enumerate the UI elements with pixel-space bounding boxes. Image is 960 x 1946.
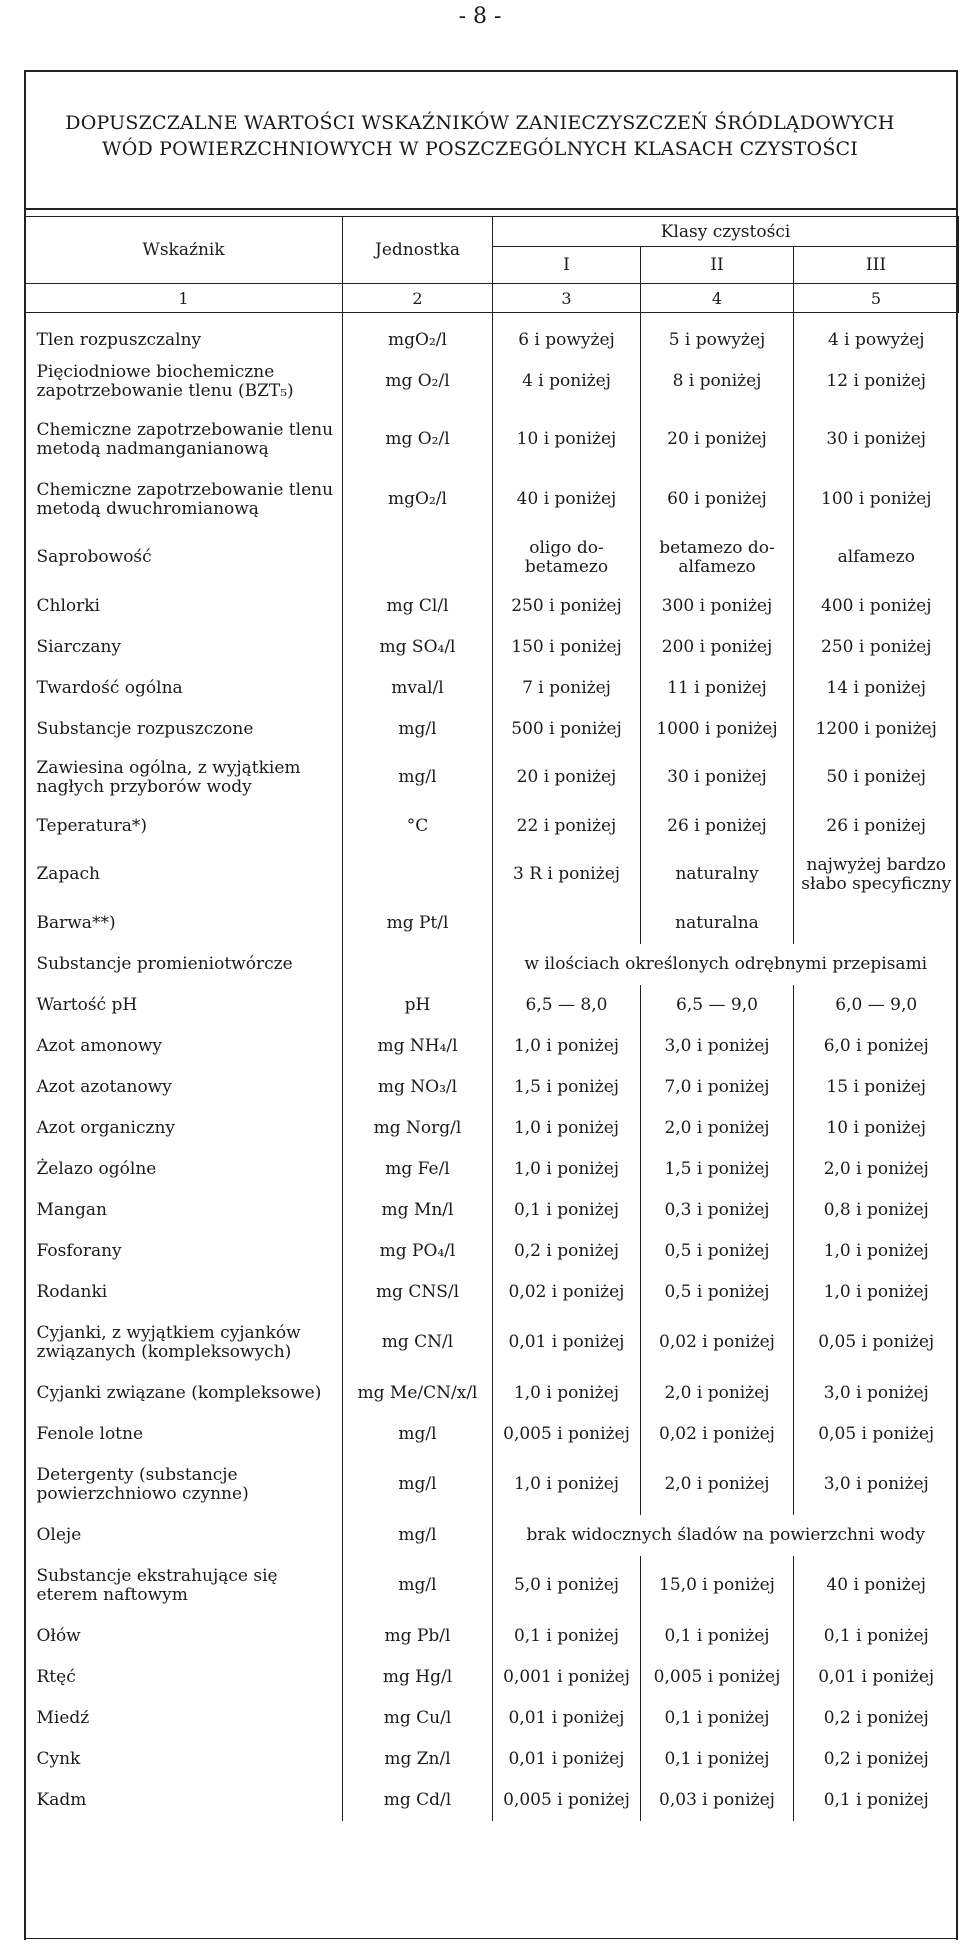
row-class-1: 250 i poniżej (493, 586, 641, 627)
row-class-3: 1,0 i poniżej (794, 1272, 959, 1313)
row-class-2: 5 i powyżej (641, 313, 794, 354)
table-row (25, 985, 959, 1026)
row-class-1: 0,001 i poniżej (493, 1657, 641, 1698)
row-class-3: 0,8 i poniżej (794, 1190, 959, 1231)
row-class-1: 4 i poniżej (493, 354, 641, 410)
row-class-3: 6,0 i poniżej (794, 1026, 959, 1067)
row-unit: mg Pt/l (343, 903, 493, 944)
row-class-3: 14 i poniżej (794, 668, 959, 709)
row-class-2: 200 i poniżej (641, 627, 794, 668)
row-class-3: 400 i poniżej (794, 586, 959, 627)
row-class-3: 0,1 i poniżej (794, 1780, 959, 1821)
row-class-3: 3,0 i poniżej (794, 1455, 959, 1515)
row-unit (343, 847, 493, 903)
row-class-2: 2,0 i poniżej (641, 1373, 794, 1414)
table-row (25, 1739, 959, 1780)
row-class-1: 1,0 i poniżej (493, 1455, 641, 1515)
column-number-5: 5 (794, 284, 959, 313)
row-class-2: 30 i poniżej (641, 750, 794, 806)
table-row (25, 1026, 959, 1067)
table-row (25, 1455, 959, 1515)
row-class-1: 1,0 i poniżej (493, 1149, 641, 1190)
row-indicator: Azot organiczny (36, 1117, 175, 1138)
column-header-klasy: Klasy czystości (493, 217, 959, 247)
row-class-3: 6,0 — 9,0 (794, 985, 959, 1026)
table-row (25, 944, 959, 985)
row-class-3: 4 i powyżej (794, 313, 959, 354)
table-row (25, 627, 959, 668)
row-class-2: 0,03 i poniżej (641, 1780, 794, 1821)
row-class-1: 10 i poniżej (493, 410, 641, 470)
row-indicator: Fosforany (36, 1240, 122, 1261)
column-header-jednostka: Jednostka (343, 217, 493, 284)
row-class-3: 15 i poniżej (794, 1067, 959, 1108)
row-class-2: 0,1 i poniżej (641, 1739, 794, 1780)
row-class-2: 1000 i poniżej (641, 709, 794, 750)
row-unit: mg Cd/l (343, 1780, 493, 1821)
row-unit: °C (343, 806, 493, 847)
row-indicator: Miedź (36, 1707, 90, 1728)
row-unit: mg Zn/l (343, 1739, 493, 1780)
row-class-3: 0,1 i poniżej (794, 1616, 959, 1657)
row-class-3: najwyżej bardzo słabo specyficzny (794, 847, 959, 903)
row-indicator: Oleje (36, 1524, 82, 1545)
table-row (25, 806, 959, 847)
row-class-1: 40 i poniżej (493, 470, 641, 530)
row-class-1: 22 i poniżej (493, 806, 641, 847)
column-number-2: 2 (343, 284, 493, 313)
column-number-3: 3 (493, 284, 641, 313)
row-class-2: 2,0 i poniżej (641, 1108, 794, 1149)
row-class-1: 0,005 i poniżej (493, 1780, 641, 1821)
row-unit: mg Mn/l (343, 1190, 493, 1231)
row-unit: mg NH₄/l (343, 1026, 493, 1067)
row-class-3: 2,0 i poniżej (794, 1149, 959, 1190)
row-class-3: 1200 i poniżej (794, 709, 959, 750)
row-indicator: Chemiczne zapotrzebowanie tlenu metodą nadmanganianową (36, 419, 334, 459)
table-row (25, 470, 959, 530)
row-class-2: 8 i poniżej (641, 354, 794, 410)
row-indicator: Rodanki (36, 1281, 108, 1302)
row-unit: mg Cu/l (343, 1698, 493, 1739)
row-class-2: 60 i poniżej (641, 470, 794, 530)
row-class-1: 7 i poniżej (493, 668, 641, 709)
row-class-1: 20 i poniżej (493, 750, 641, 806)
row-class-2: 26 i poniżej (641, 806, 794, 847)
row-indicator: Detergenty (substancje powierzchniowo czynne) (36, 1464, 249, 1504)
row-indicator: Pięciodniowe biochemiczne zapotrzebowanie tlenu (BZT₅) (36, 361, 294, 401)
row-indicator: Substancje ekstrahujące się eterem naftowym (36, 1565, 278, 1605)
row-class-3: 12 i poniżej (794, 354, 959, 410)
row-indicator: Cyjanki związane (kompleksowe) (36, 1382, 322, 1403)
row-class-1: 1,0 i poniżej (493, 1373, 641, 1414)
table-row (25, 1149, 959, 1190)
row-class-3: 26 i poniżej (794, 806, 959, 847)
table-row (25, 1313, 959, 1373)
title-divider (24, 208, 958, 210)
row-class-2: 1,5 i poniżej (641, 1149, 794, 1190)
table-row (25, 1067, 959, 1108)
column-header-class-2: II (641, 247, 794, 284)
row-indicator: Substancje promieniotwórcze (36, 953, 293, 974)
row-class-2: 0,02 i poniżej (641, 1313, 794, 1373)
row-class-3: 1,0 i poniżej (794, 1231, 959, 1272)
row-class-3: 0,01 i poniżej (794, 1657, 959, 1698)
row-indicator: Wartość pH (36, 994, 138, 1015)
row-class-1: 0,1 i poniżej (493, 1616, 641, 1657)
column-header-class-1: I (493, 247, 641, 284)
row-class-3: 30 i poniżej (794, 410, 959, 470)
row-class-1: 0,2 i poniżej (493, 1231, 641, 1272)
row-class-1: 150 i poniżej (493, 627, 641, 668)
row-class-2: betamezo do-alfamezo (641, 530, 794, 586)
row-class-3: 100 i poniżej (794, 470, 959, 530)
row-unit: mg O₂/l (343, 410, 493, 470)
row-unit (343, 530, 493, 586)
row-class-2: 0,1 i poniżej (641, 1698, 794, 1739)
row-unit: mg/l (343, 1455, 493, 1515)
row-class-1: 1,5 i poniżej (493, 1067, 641, 1108)
document-title (0, 110, 960, 162)
row-class-3: alfamezo (794, 530, 959, 586)
table-row (25, 354, 959, 410)
row-class-1: 0,01 i poniżej (493, 1313, 641, 1373)
row-class-1: 0,02 i poniżej (493, 1272, 641, 1313)
row-unit: mg CNS/l (343, 1272, 493, 1313)
row-class-3: 250 i poniżej (794, 627, 959, 668)
row-class-1: 1,0 i poniżej (493, 1026, 641, 1067)
title-line-2: WÓD POWIERZCHNIOWYCH W POSZCZEGÓLNYCH KLASACH CZYSTOŚCI (102, 138, 858, 160)
row-unit: mg Cl/l (343, 586, 493, 627)
row-indicator: Cynk (36, 1748, 81, 1769)
table-row (25, 1272, 959, 1313)
row-unit: mg CN/l (343, 1313, 493, 1373)
row-indicator: Cyjanki, z wyjątkiem cyjanków związanych (kompleksowych) (36, 1322, 301, 1362)
table-row (25, 313, 959, 354)
row-indicator: Tlen rozpuszczalny (36, 329, 202, 350)
bottom-divider (24, 1938, 958, 1939)
row-class-2: 0,005 i poniżej (641, 1657, 794, 1698)
row-indicator: Saprobowość (36, 547, 152, 567)
row-unit: mg O₂/l (343, 354, 493, 410)
row-indicator: Chlorki (36, 595, 100, 616)
table-row (25, 903, 959, 944)
row-indicator: Żelazo ogólne (36, 1158, 157, 1179)
row-merged-value: w ilościach określonych odrębnymi przepisami (493, 944, 959, 985)
row-indicator: Ołów (36, 1625, 81, 1646)
row-class-2: 11 i poniżej (641, 668, 794, 709)
table-row (25, 750, 959, 806)
row-indicator: Mangan (36, 1199, 107, 1220)
row-unit: mg/l (343, 1515, 493, 1556)
row-class-3: 40 i poniżej (794, 1556, 959, 1616)
row-class-2: 300 i poniżej (641, 586, 794, 627)
row-unit: mg Fe/l (343, 1149, 493, 1190)
row-class-3: 10 i poniżej (794, 1108, 959, 1149)
row-class-2: 0,3 i poniżej (641, 1190, 794, 1231)
row-class-2: 15,0 i poniżej (641, 1556, 794, 1616)
row-class-2: 20 i poniżej (641, 410, 794, 470)
row-indicator: Rtęć (36, 1666, 76, 1687)
row-class-1: 0,1 i poniżej (493, 1190, 641, 1231)
row-class-1: 3 R i poniżej (493, 847, 641, 903)
row-class-1: 0,01 i poniżej (493, 1739, 641, 1780)
row-class-2: naturalny (641, 847, 794, 903)
table-row (25, 1190, 959, 1231)
row-unit: mg Me/CN/x/l (343, 1373, 493, 1414)
row-class-1: oligo do-betamezo (493, 530, 641, 586)
row-class-3: 0,05 i poniżej (794, 1313, 959, 1373)
row-indicator: Fenole lotne (36, 1423, 144, 1444)
column-header-wskaznik: Wskaźnik (25, 217, 343, 284)
row-class-1: 0,01 i poniżej (493, 1698, 641, 1739)
row-unit: mg Hg/l (343, 1657, 493, 1698)
row-class-1: 6,5 — 8,0 (493, 985, 641, 1026)
table-row (25, 586, 959, 627)
row-class-2: 2,0 i poniżej (641, 1455, 794, 1515)
row-unit: mval/l (343, 668, 493, 709)
row-class-2: 6,5 — 9,0 (641, 985, 794, 1026)
row-indicator: Zapach (36, 864, 100, 884)
row-indicator: Barwa**) (36, 912, 116, 933)
table-row (25, 1515, 959, 1556)
row-indicator: Substancje rozpuszczone (36, 718, 254, 739)
row-indicator: Kadm (36, 1789, 87, 1810)
row-indicator: Chemiczne zapotrzebowanie tlenu metodą dwuchromianową (36, 479, 334, 519)
row-class-2: 0,5 i poniżej (641, 1272, 794, 1313)
row-class-1: 0,005 i poniżej (493, 1414, 641, 1455)
table-row (25, 1108, 959, 1149)
row-merged-value: brak widocznych śladów na powierzchni wody (493, 1515, 959, 1556)
row-indicator: Twardość ogólna (36, 677, 183, 698)
row-indicator: Azot azotanowy (36, 1076, 172, 1097)
page-number: - 8 - (458, 4, 502, 29)
row-class-3: 50 i poniżej (794, 750, 959, 806)
column-number-4: 4 (641, 284, 794, 313)
row-class-3: 0,2 i poniżej (794, 1739, 959, 1780)
row-class-1 (493, 903, 641, 944)
row-unit: mg NO₃/l (343, 1067, 493, 1108)
table-row (25, 709, 959, 750)
table-row (25, 1780, 959, 1821)
table-row (25, 410, 959, 470)
row-class-2: 0,02 i poniżej (641, 1414, 794, 1455)
row-unit: mg/l (343, 709, 493, 750)
table-row (25, 847, 959, 903)
table-row (25, 1657, 959, 1698)
row-unit: mg/l (343, 750, 493, 806)
row-unit: mgO₂/l (343, 470, 493, 530)
row-class-3 (794, 903, 959, 944)
row-indicator: Siarczany (36, 636, 122, 657)
table-row (25, 1698, 959, 1739)
table-row (25, 1373, 959, 1414)
row-class-2: 0,1 i poniżej (641, 1616, 794, 1657)
row-indicator: Teperatura*) (36, 815, 147, 836)
row-unit: mg Norg/l (343, 1108, 493, 1149)
standards-table (24, 216, 959, 1821)
table-row (25, 668, 959, 709)
row-unit: pH (343, 985, 493, 1026)
row-unit: mg PO₄/l (343, 1231, 493, 1272)
row-class-3: 3,0 i poniżej (794, 1373, 959, 1414)
row-class-2: 3,0 i poniżej (641, 1026, 794, 1067)
title-line-1: DOPUSZCZALNE WARTOŚCI WSKAŹNIKÓW ZANIECZYSZCZEŃ ŚRÓDLĄDOWYCH (65, 112, 895, 134)
row-class-3: 0,2 i poniżej (794, 1698, 959, 1739)
row-class-1: 5,0 i poniżej (493, 1556, 641, 1616)
column-number-1: 1 (25, 284, 343, 313)
row-indicator: Zawiesina ogólna, z wyjątkiem nagłych przyborów wody (36, 757, 301, 797)
table-row (25, 530, 959, 586)
table-row (25, 1616, 959, 1657)
row-unit: mgO₂/l (343, 313, 493, 354)
row-class-1: 6 i powyżej (493, 313, 641, 354)
row-unit: mg SO₄/l (343, 627, 493, 668)
column-header-class-3: III (794, 247, 959, 284)
row-class-1: 1,0 i poniżej (493, 1108, 641, 1149)
row-class-1: 500 i poniżej (493, 709, 641, 750)
table-row (25, 1231, 959, 1272)
row-class-2: 7,0 i poniżej (641, 1067, 794, 1108)
row-class-2: 0,5 i poniżej (641, 1231, 794, 1272)
row-unit (343, 944, 493, 985)
row-unit: mg Pb/l (343, 1616, 493, 1657)
row-unit: mg/l (343, 1556, 493, 1616)
row-unit: mg/l (343, 1414, 493, 1455)
row-class-2: naturalna (641, 903, 794, 944)
row-class-3: 0,05 i poniżej (794, 1414, 959, 1455)
row-indicator: Azot amonowy (36, 1035, 163, 1056)
table-row (25, 1414, 959, 1455)
table-row (25, 1556, 959, 1616)
